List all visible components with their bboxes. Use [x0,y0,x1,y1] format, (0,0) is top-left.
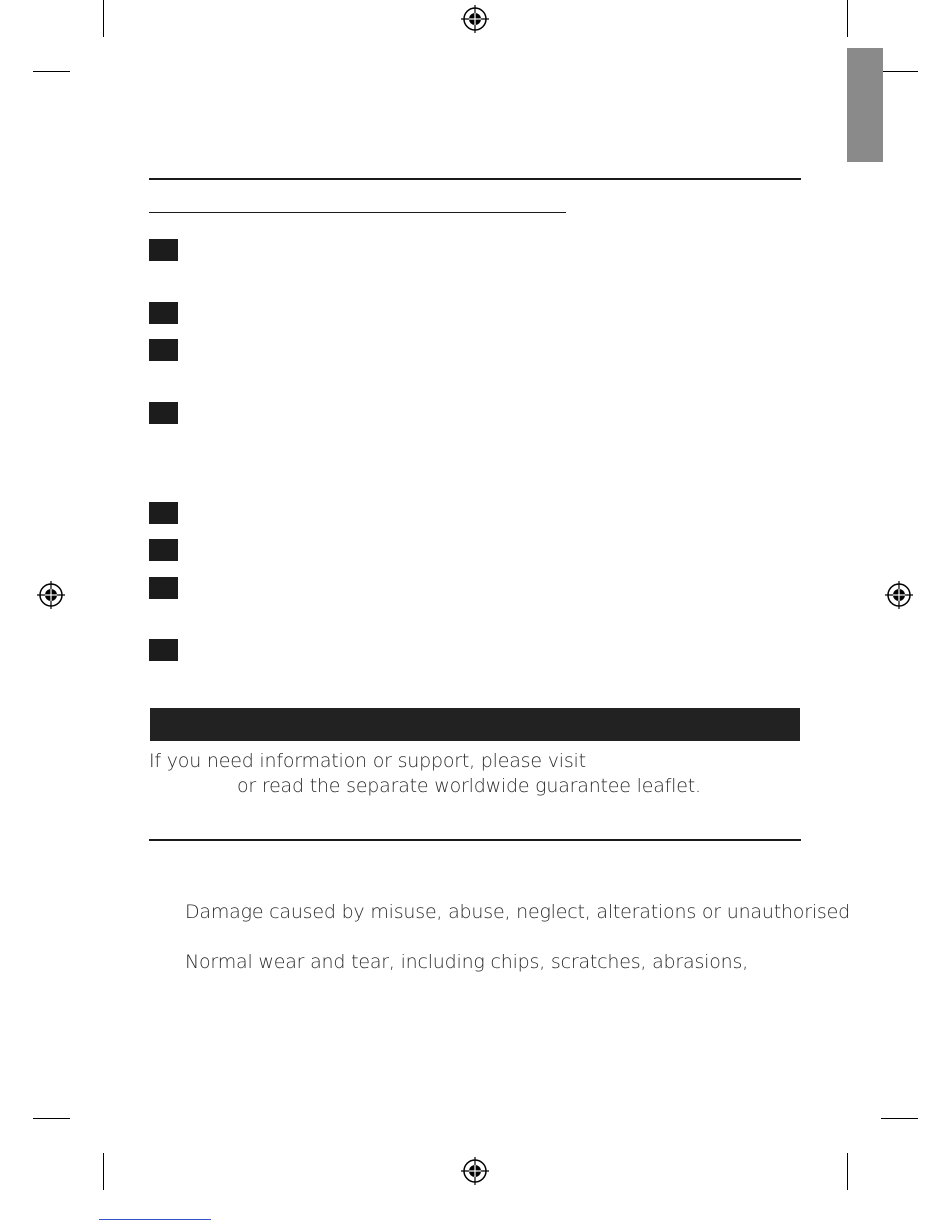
step-number-box [149,502,178,524]
crop-mark-top-left-h [33,71,70,72]
step-number-box [149,577,178,599]
registration-mark-icon [36,580,66,610]
support-text-line2: or read the separate worldwide guarantee leaflet. [237,775,701,797]
crop-mark-top-right [847,0,848,37]
crop-mark-bottom-right-h [881,1118,918,1119]
subheading-rule [149,212,566,213]
step-number-box [149,539,178,561]
step-number-box [149,302,178,324]
step-number-box [149,402,178,424]
step-number-box [149,239,178,261]
crop-mark-bottom-left [103,1153,104,1190]
crop-mark-top-left [103,0,104,37]
exclusion-item: Damage caused by misuse, abuse, neglect, alterations or unauthorised [185,901,850,923]
guarantee-section-rule [149,839,801,841]
step-number-box [149,639,178,661]
section-top-rule [149,178,801,180]
registration-mark-icon [884,580,914,610]
section-header-bar [150,708,800,741]
registration-mark-icon [460,1156,490,1186]
step-number-box [149,339,178,361]
language-side-tab [847,48,883,162]
crop-mark-top-right-h [881,71,918,72]
crop-mark-bottom-left-h [33,1118,70,1119]
registration-mark-icon [460,4,490,34]
exclusion-item: Normal wear and tear, including chips, scratches, abrasions, [185,951,749,973]
support-text-line1: If you need information or support, please visit [149,750,586,772]
bottom-link-underline [99,1219,211,1220]
crop-mark-bottom-right [847,1153,848,1190]
